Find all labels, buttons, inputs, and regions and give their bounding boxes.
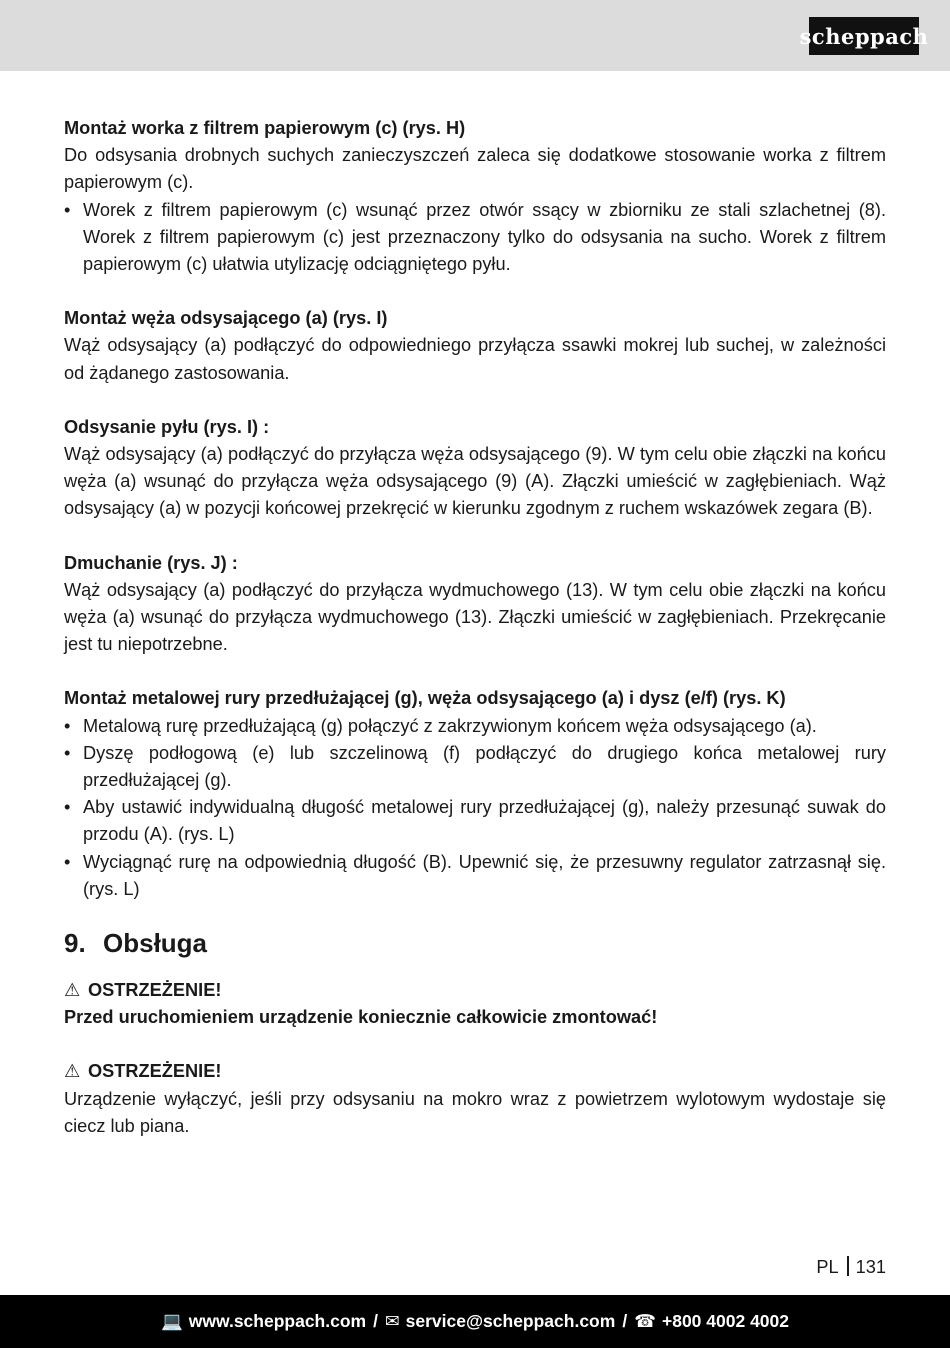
list-item: • Worek z filtrem papierowym (c) wsunąć przez otwór ssący w zbiorniku ze stali szlachetnej (8). Worek z filtrem papierowym (c) jest przeznaczony tylko do odsysania na sucho. Worek z filtrem papierowym (c) ułatwia utylizację odciągniętego pyłu. (64, 197, 886, 279)
bullet-list-filter-bag (64, 197, 886, 279)
header-band (0, 0, 950, 71)
warning-text: Urządzenie wyłączyć, jeśli przy odsysaniu na mokro wraz z powietrzem wylotowym wydostaje się ciecz lub piana. (64, 1088, 886, 1136)
page-number (816, 1256, 886, 1278)
heading-extension-tube: Montaż metalowej rury przedłużającej (g), węża odsysającego (a) i dysz (e/f) (rys. K) (64, 688, 786, 709)
heading-blowing: Dmuchanie (rys. J) : (64, 552, 238, 573)
list-item: • Dyszę podłogową (e) lub szczelinową (f) podłączyć do drugiego końca metalowej rury przedłużającej (g). (64, 740, 886, 794)
bullet-dot: • (64, 797, 71, 818)
footer-phone-link[interactable]: +800 4002 4002 (662, 1311, 790, 1331)
bullet-list-extension-tube (64, 713, 886, 903)
paragraph-hose-mount: Wąż odsysający (a) podłączyć do odpowiedniego przyłącza ssawki mokrej lub suchej, w zależności od żądanego zastosowania. (64, 335, 886, 383)
footer-separator: / (622, 1311, 628, 1331)
heading-hose-mount: Montaż węża odsysającego (a) (rys. I) (64, 308, 388, 329)
page-number-value: 131 (855, 1257, 886, 1277)
page-number-divider (847, 1256, 849, 1276)
brand-logo: scheppach (809, 17, 919, 55)
paragraph-dust-extraction: Wąż odsysający (a) podłączyć do przyłącza węża odsysającego (9). W tym celu obie złączki na końcu węża (a) wsunąć do przyłącza węża odsysającego (9) (A). Złączki umieścić w zagłębieniach. Wąż odsysający (a) w pozycji końcowej przekręcić w kierunku zgodnym z ruchem wskazówek zegara (B). (64, 444, 886, 519)
language-code: PL (816, 1257, 839, 1277)
bullet-dot: • (64, 199, 71, 220)
mail-icon: ✉ (384, 1311, 400, 1331)
warning-icon: ⚠ (64, 1061, 81, 1082)
section-title (64, 923, 886, 963)
bullet-dot: • (64, 851, 71, 872)
footer-email-link[interactable]: service@scheppach.com (405, 1311, 616, 1331)
bullet-dot: • (64, 715, 71, 736)
bullet-dot: • (64, 742, 71, 763)
footer-website-link[interactable]: www.scheppach.com (188, 1311, 367, 1331)
section-number: 9. (64, 928, 86, 959)
list-item: • Wyciągnąć rurę na odpowiednią długość (B). Upewnić się, że przesuwny regulator zatrzasnął się. (rys. L) (64, 849, 886, 903)
footer-separator: / (373, 1311, 378, 1331)
footer-bar (0, 1295, 950, 1348)
warning-text: Przed uruchomieniem urządzenie koniecznie całkowicie zmontować! (64, 1007, 658, 1028)
heading-filter-bag: Montaż worka z filtrem papierowym (c) (rys. H) (64, 118, 466, 138)
warning-label: ⚠ OSTRZEŻENIE! (64, 977, 886, 1004)
list-item: • Aby ustawić indywidualną długość metalowej rury przedłużającej (g), należy przesunąć suwak do przodu (A). (rys. L) (64, 794, 886, 848)
warning-label: ⚠ OSTRZEŻENIE! (64, 1058, 886, 1085)
heading-dust-extraction: Odsysanie pyłu (rys. I) : (64, 416, 270, 437)
paragraph-filter-bag: Do odsysania drobnych suchych zanieczyszczeń zaleca się dodatkowe stosowanie worka z filtrem papierowym (c). (64, 145, 886, 193)
warning-icon: ⚠ (64, 980, 81, 1001)
section-title-text: Obsługa (103, 928, 208, 959)
phone-icon: ☎ (634, 1311, 656, 1331)
computer-icon: 💻 (160, 1311, 183, 1331)
list-item: • Metalową rurę przedłużającą (g) połączyć z zakrzywionym końcem węża odsysającego (a). (64, 713, 886, 740)
page-content (64, 115, 886, 1140)
paragraph-blowing: Wąż odsysający (a) podłączyć do przyłącza wydmuchowego (13). W tym celu obie złączki na końcu węża (a) wsunąć do przyłącza wydmuchowego (13). Złączki umieścić w zagłębieniach. Przekręcanie jest tu niepotrzebne. (64, 579, 886, 655)
